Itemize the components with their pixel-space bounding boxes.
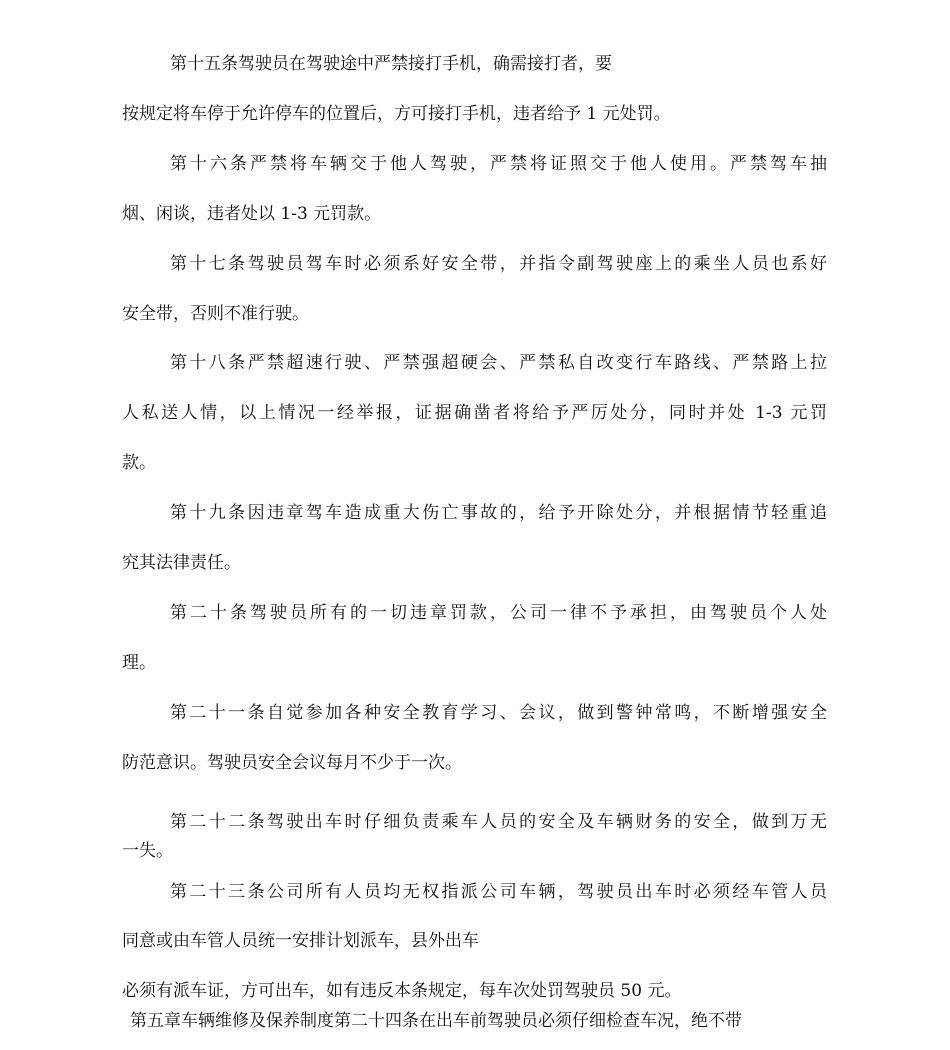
text-line: 第十五条驾驶员在驾驶途中严禁接打手机，确需接打者，要 [170,54,612,74]
text-line: 第十九条因违章驾车造成重大伤亡事故的，给予开除处分，并根据情节轻重追 [170,503,827,523]
text-line: 第二十条驾驶员所有的一切违章罚款，公司一律不予承担，由驾驶员个人处 [170,603,827,623]
text-line: 安全带，否则不准行驶。 [122,304,309,324]
text-line: 第十六条严禁将车辆交于他人驾驶，严禁将证照交于他人使用。严禁驾车抽 [170,154,827,174]
text-line: 烟、闲谈，违者处以 1-3 元罚款。 [122,204,382,224]
text-line: 第二十三条公司所有人员均无权指派公司车辆，驾驶员出车时必须经车管人员 [170,882,827,902]
text-line: 理。 [122,653,156,673]
text-line: 同意或由车管人员统一安排计划派车，县外出车 [122,931,479,951]
text-line: 防范意识。驾驶员安全会议每月不少于一次。 [122,753,462,773]
text-line: 人私送人情，以上情况一经举报，证据确凿者将给予严厉处分，同时并处 1-3 元罚 [122,403,827,423]
text-line: 按规定将车停于允许停车的位置后，方可接打手机，违者给予 1 元处罚。 [122,104,671,124]
text-line: 第二十二条驾驶出车时仔细负责乘车人员的安全及车辆财务的安全，做到万无 [170,812,827,832]
text-line: 款。 [122,453,156,473]
text-line: 第二十一条自觉参加各种安全教育学习、会议，做到警钟常鸣，不断增强安全 [170,703,827,723]
text-line: 第十八条严禁超速行驶、严禁强超硬会、严禁私自改变行车路线、严禁路上拉 [170,353,827,373]
text-line: 第五章车辆维修及保养制度第二十四条在出车前驾驶员必须仔细检查车况，绝不带 [130,1011,742,1031]
text-line: 必须有派车证，方可出车，如有违反本条规定，每车次处罚驾驶员 50 元。 [122,981,682,1001]
text-line: 究其法律责任。 [122,553,241,573]
text-line: 第十七条驾驶员驾车时必须系好安全带，并指令副驾驶座上的乘坐人员也系好 [170,254,827,274]
text-line: 一失。 [122,841,173,861]
